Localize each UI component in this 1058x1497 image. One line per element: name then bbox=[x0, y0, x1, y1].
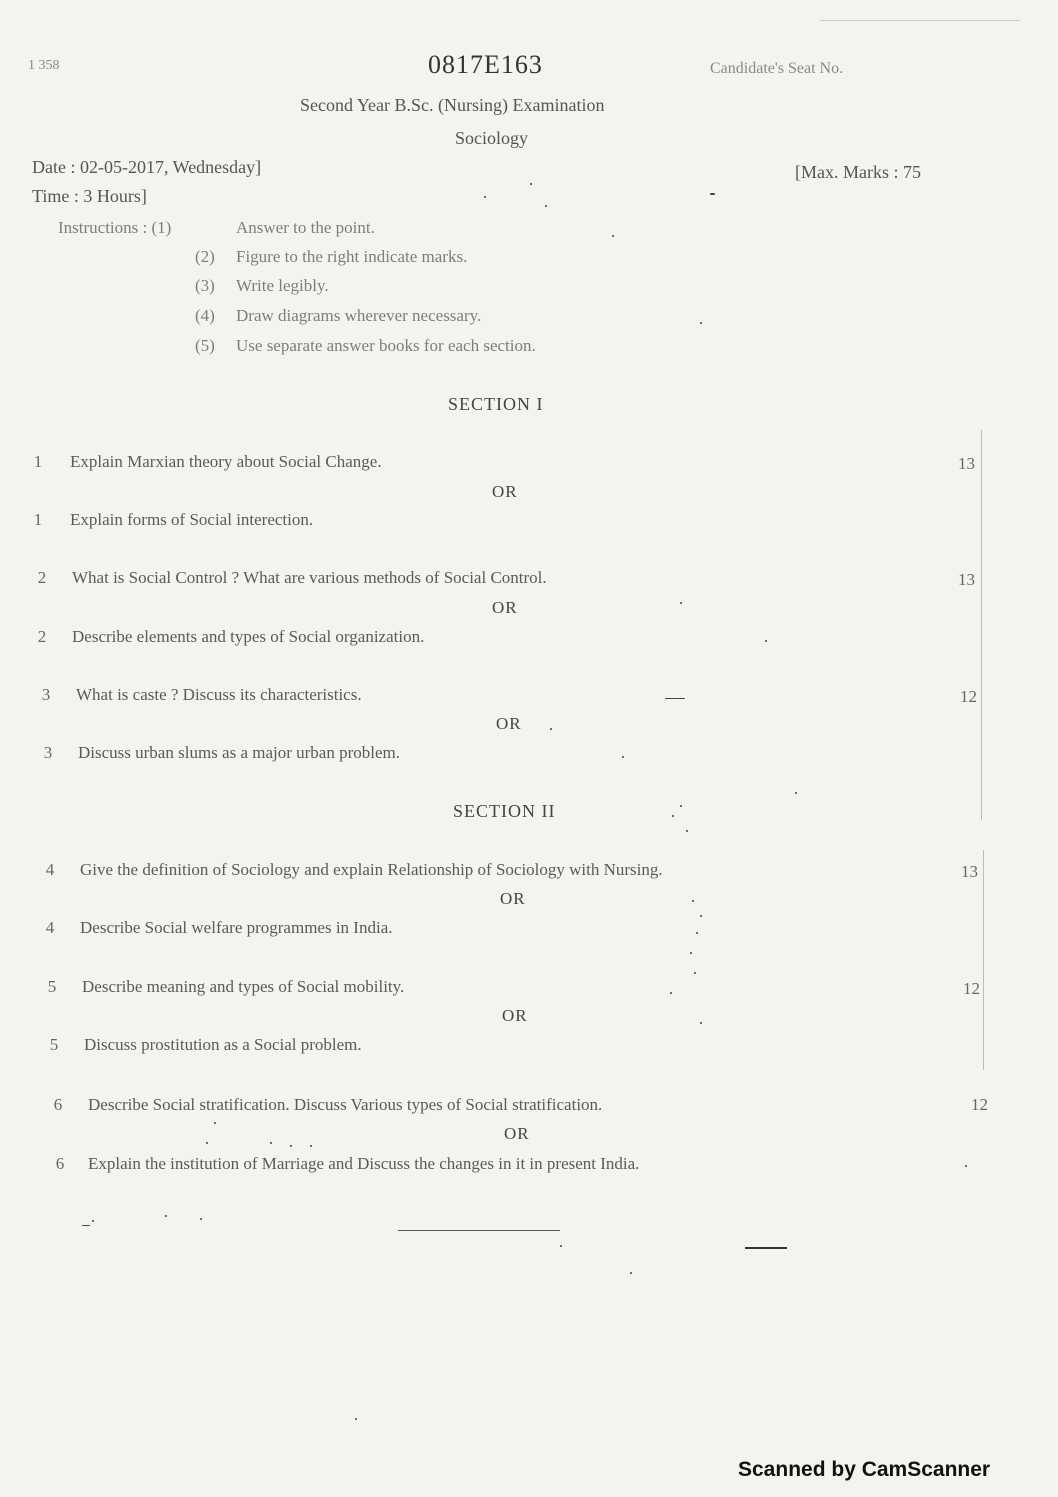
section-title: SECTION II bbox=[453, 801, 556, 821]
question-marks: 13 bbox=[958, 454, 975, 473]
corner-code: 1 358 bbox=[28, 58, 60, 73]
question-text-alternative: Describe Social welfare programmes in India. bbox=[80, 918, 393, 937]
question-number: 2 bbox=[37, 568, 47, 587]
instructions-label: Instructions : (1) bbox=[58, 218, 172, 237]
section-title: SECTION I bbox=[448, 394, 544, 414]
instruction-text: Answer to the point. bbox=[236, 218, 375, 237]
end-rule bbox=[398, 1230, 560, 1231]
instruction-number: (4) bbox=[195, 306, 215, 325]
scan-speck bbox=[545, 205, 547, 207]
exam-title: Second Year B.Sc. (Nursing) Examination bbox=[300, 95, 605, 115]
or-separator: OR bbox=[502, 1006, 528, 1025]
scan-speck bbox=[680, 602, 682, 604]
scan-speck bbox=[700, 322, 702, 324]
scan-speck bbox=[700, 1022, 702, 1024]
exam-time: Time : 3 Hours] bbox=[32, 186, 147, 206]
scan-edge-line bbox=[981, 430, 982, 820]
subject-title: Sociology bbox=[455, 128, 529, 148]
scan-speck bbox=[965, 1165, 967, 1167]
scan-speck bbox=[690, 952, 692, 954]
scan-speck bbox=[82, 1225, 90, 1226]
scan-speck bbox=[206, 1142, 208, 1144]
question-marks: 13 bbox=[961, 862, 978, 881]
instruction-text: Use separate answer books for each section. bbox=[236, 336, 536, 355]
question-number: 6 bbox=[53, 1095, 63, 1114]
seat-number-label: Candidate's Seat No. bbox=[710, 60, 844, 77]
scan-speck bbox=[165, 1215, 167, 1217]
instruction-number: (3) bbox=[195, 276, 215, 295]
scan-speck bbox=[270, 1142, 272, 1144]
scan-speck bbox=[692, 900, 694, 902]
question-text-alternative: Discuss prostitution as a Social problem. bbox=[84, 1035, 362, 1054]
scan-speck bbox=[560, 1245, 562, 1247]
scan-speck bbox=[670, 992, 672, 994]
scan-speck bbox=[214, 1122, 216, 1124]
question-number: 4 bbox=[45, 860, 55, 879]
question-text: Give the definition of Sociology and explain Relationship of Sociology with Nursing. bbox=[80, 860, 663, 879]
question-number: 3 bbox=[41, 685, 51, 704]
scan-top-line bbox=[820, 20, 1020, 21]
scan-speck bbox=[550, 728, 552, 730]
instruction-number: (5) bbox=[195, 336, 215, 355]
question-marks: 12 bbox=[971, 1095, 988, 1114]
question-number: 6 bbox=[55, 1154, 65, 1173]
question-number: 5 bbox=[47, 977, 57, 996]
scan-speck bbox=[672, 815, 674, 817]
scan-speck bbox=[622, 756, 624, 758]
question-text: What is Social Control ? What are various methods of Social Control. bbox=[72, 568, 547, 587]
question-marks: 12 bbox=[963, 979, 980, 998]
question-text: Describe Social stratification. Discuss Various types of Social stratification. bbox=[88, 1095, 603, 1114]
question-text: Describe meaning and types of Social mobility. bbox=[82, 977, 405, 996]
exam-date: Date : 02-05-2017, Wednesday] bbox=[32, 157, 262, 177]
scanner-watermark: Scanned by CamScanner bbox=[738, 1458, 991, 1481]
scan-speck bbox=[680, 805, 682, 807]
question-text: What is caste ? Discuss its characteristics. bbox=[76, 685, 362, 704]
scan-speck bbox=[630, 1272, 632, 1274]
scan-speck bbox=[355, 1418, 357, 1420]
question-number: 1 bbox=[33, 452, 43, 471]
or-separator: OR bbox=[500, 889, 526, 908]
question-number: 3 bbox=[43, 743, 53, 762]
scan-speck bbox=[700, 915, 702, 917]
scan-speck bbox=[686, 830, 688, 832]
end-rule-short bbox=[745, 1247, 787, 1249]
instruction-number: (2) bbox=[195, 247, 215, 266]
question-number: 2 bbox=[37, 627, 47, 646]
scan-speck bbox=[530, 183, 532, 185]
scan-speck bbox=[612, 235, 614, 237]
instruction-text: Figure to the right indicate marks. bbox=[236, 247, 468, 266]
scan-speck bbox=[665, 698, 685, 699]
paper-code: 0817E163 bbox=[428, 50, 543, 79]
max-marks: [Max. Marks : 75 bbox=[795, 162, 921, 182]
or-separator: OR bbox=[492, 482, 518, 501]
scan-speck bbox=[484, 196, 486, 198]
question-text-alternative: Discuss urban slums as a major urban problem. bbox=[78, 743, 400, 762]
question-text-alternative: Explain the institution of Marriage and Discuss the changes in it in present India. bbox=[88, 1154, 640, 1173]
question-text-alternative: Explain forms of Social interection. bbox=[70, 510, 314, 529]
scan-speck bbox=[290, 1145, 292, 1147]
scan-speck bbox=[710, 193, 715, 195]
scan-speck bbox=[92, 1220, 94, 1222]
question-marks: 12 bbox=[960, 687, 977, 706]
question-number: 4 bbox=[45, 918, 55, 937]
scan-speck bbox=[200, 1218, 202, 1220]
or-separator: OR bbox=[492, 598, 518, 617]
or-separator: OR bbox=[504, 1124, 530, 1143]
scan-edge-line bbox=[983, 850, 984, 1070]
scan-speck bbox=[696, 932, 698, 934]
question-text: Explain Marxian theory about Social Change. bbox=[70, 452, 382, 471]
question-text-alternative: Describe elements and types of Social organization. bbox=[72, 627, 425, 646]
question-number: 5 bbox=[49, 1035, 59, 1054]
instruction-text: Draw diagrams wherever necessary. bbox=[236, 306, 482, 325]
instruction-text: Write legibly. bbox=[236, 276, 329, 295]
scan-speck bbox=[795, 792, 797, 794]
scan-speck bbox=[765, 640, 767, 642]
scan-speck bbox=[694, 972, 696, 974]
question-marks: 13 bbox=[958, 570, 975, 589]
scan-speck bbox=[310, 1145, 312, 1147]
or-separator: OR bbox=[496, 714, 522, 733]
question-number: 1 bbox=[33, 510, 43, 529]
